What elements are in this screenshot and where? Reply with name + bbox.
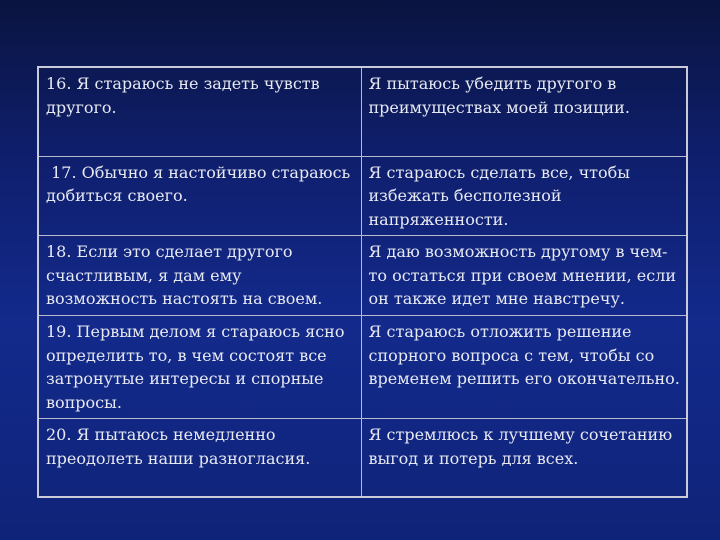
statement-text: Я пытаюсь убедить другого в преимуществах моей позиции. [368, 74, 630, 117]
table-row [38, 419, 687, 497]
statement-cell-20-alt [361, 419, 687, 497]
statement-cell-19-alt [361, 316, 687, 419]
table-row [38, 236, 687, 316]
statement-text: 19. Первым делом я стараюсь ясно определить то, в чем состоят все затронутые интересы и спорные вопросы. [46, 322, 345, 412]
table-row [38, 156, 687, 236]
statement-text: Я стараюсь отложить решение спорного вопроса с тем, чтобы со временем решить его окончательно. [368, 322, 680, 388]
statement-cell-16-alt [361, 67, 687, 156]
statement-text: Я даю возможность другому в чем-то остаться при своем мнении, если он также идет мне навстречу. [368, 242, 677, 308]
statement-text: Я стремлюсь к лучшему сочетанию выгод и потерь для всех. [368, 425, 673, 468]
statement-text: 20. Я пытаюсь немедленно преодолеть наши разногласия. [46, 425, 311, 468]
table-row [38, 67, 687, 156]
statement-cell-16 [38, 67, 361, 156]
statement-cell-20 [38, 419, 361, 497]
statement-table [37, 66, 688, 498]
statement-text: Я стараюсь сделать все, чтобы избежать бесполезной напряженности. [368, 162, 630, 229]
statement-cell-19 [38, 316, 361, 419]
statement-text: 17. Обычно я настойчиво стараюсь добиться своего. [46, 162, 356, 205]
statement-cell-18 [38, 236, 361, 316]
statement-cell-18-alt [361, 236, 687, 316]
statement-cell-17 [38, 156, 361, 236]
statement-text: 18. Если это сделает другого счастливым, я дам ему возможность настоять на своем. [46, 242, 323, 308]
statement-cell-17-alt [361, 156, 687, 236]
table-row [38, 316, 687, 419]
statement-text: 16. Я стараюсь не задеть чувств другого. [46, 74, 320, 117]
